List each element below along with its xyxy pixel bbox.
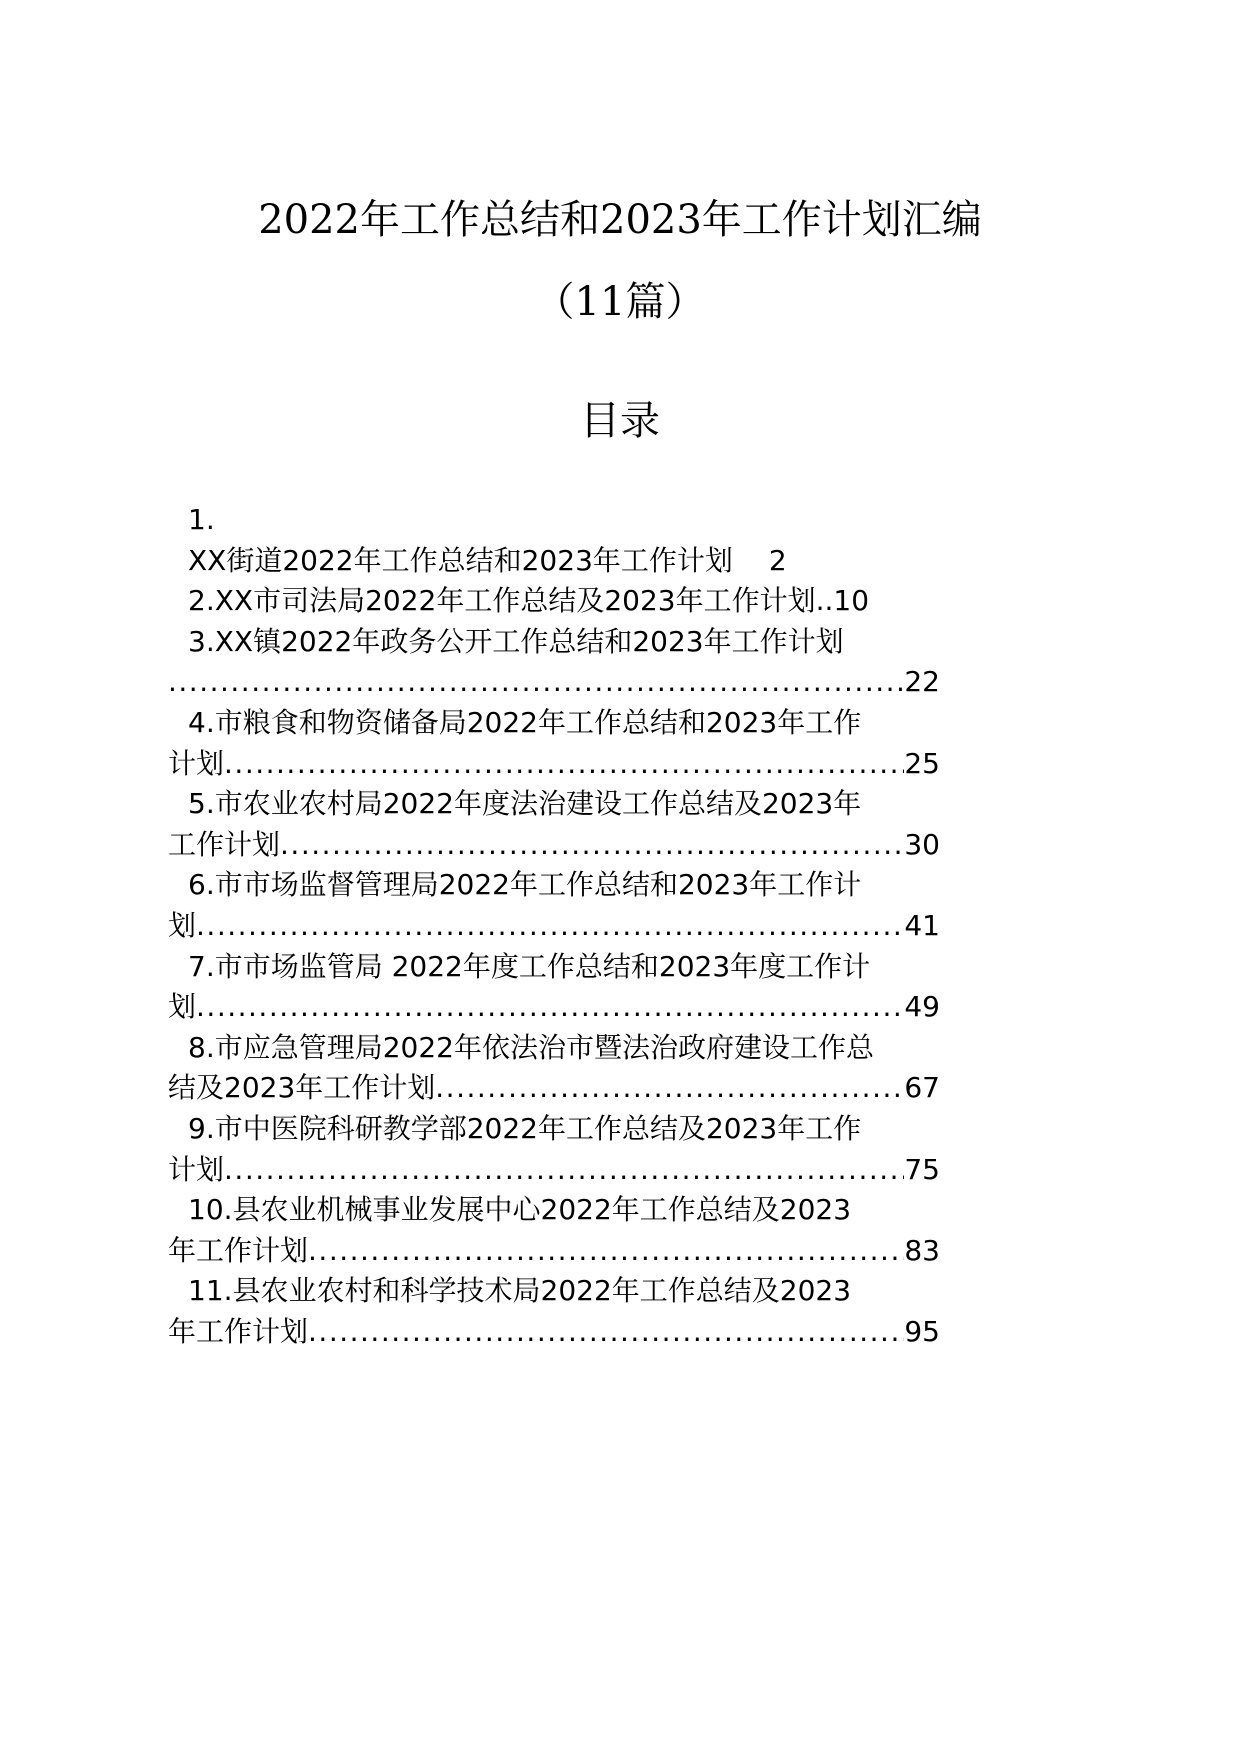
toc-page-number: 10: [833, 584, 870, 618]
toc-entry-line: [168, 947, 940, 988]
toc-entry-title: 2.XX市司法局2022年工作总结及2023年工作计划: [188, 584, 816, 618]
toc-entry-11[interactable]: [168, 1271, 940, 1352]
toc-entry-title: 6.市市场监督管理局2022年工作总结和2023年工作计: [188, 868, 862, 902]
toc-entry-title: 4.市粮食和物资储备局2022年工作总结和2023年工作: [188, 705, 862, 739]
toc-entry-title-cont: 划: [168, 908, 197, 942]
toc-entry-line: [168, 662, 940, 703]
toc-entry-line: [168, 825, 940, 866]
toc-entry-title-cont: 划: [168, 990, 197, 1024]
toc-entry-10[interactable]: [168, 1190, 940, 1271]
toc-entry-2[interactable]: [168, 581, 940, 622]
toc-entry-line: [168, 1231, 940, 1272]
toc-entry-title-cont: 工作计划: [168, 827, 281, 861]
toc-entry-line: [168, 865, 940, 906]
toc-entry-title-cont: 年工作计划: [168, 1233, 309, 1267]
dot-leader: [816, 581, 834, 622]
toc-entry-title-cont: 结及2023年工作计划: [168, 1071, 436, 1105]
toc-entry-line: [168, 581, 940, 622]
toc-entry-7[interactable]: [168, 947, 940, 1028]
toc-entry-title: 7.市市场监管局 2022年度工作总结和2023年度工作计: [188, 949, 871, 983]
toc-page-number: 49: [904, 990, 940, 1024]
toc-entry-6[interactable]: [168, 865, 940, 946]
toc-entry-line: [168, 622, 940, 663]
dot-leader: [435, 1068, 904, 1109]
document-subtitle-count: （11篇）: [534, 279, 706, 325]
dot-leader: [224, 744, 904, 785]
dot-leader: [196, 906, 904, 947]
toc-entry-title: 11.县农业农村和科学技术局2022年工作总结及2023: [188, 1274, 852, 1308]
toc-entry-line: [168, 1271, 940, 1312]
toc-entry-title: 10.县农业机械事业发展中心2022年工作总结及2023: [188, 1193, 852, 1227]
table-of-contents: [168, 500, 940, 1352]
toc-entry-line: [168, 906, 940, 947]
toc-page-number: 75: [904, 1152, 940, 1186]
toc-entry-line: [168, 744, 940, 785]
toc-entry-title: 3.XX镇2022年政务公开工作总结和2023年工作计划: [188, 624, 844, 658]
toc-entry-line: [168, 1312, 940, 1353]
toc-entry-line: [168, 1150, 940, 1191]
dot-leader: [168, 662, 904, 703]
toc-entry-line: [168, 1190, 940, 1231]
toc-entry-line: [168, 1068, 940, 1109]
toc-heading: 目录: [580, 398, 660, 444]
toc-page-number: 95: [904, 1314, 940, 1348]
toc-entry-9[interactable]: [168, 1109, 940, 1190]
toc-entry-line: [168, 541, 940, 582]
toc-entry-line: [168, 1028, 940, 1069]
toc-page-number: 41: [904, 908, 940, 942]
toc-page-number: 25: [904, 746, 940, 780]
toc-entry-line: [168, 1109, 940, 1150]
toc-entry-line: [168, 987, 940, 1028]
toc-page-number: 83: [904, 1233, 940, 1267]
toc-entry-title: 5.市农业农村局2022年度法治建设工作总结及2023年: [188, 787, 862, 821]
toc-entry-title-cont: 计划: [168, 746, 225, 780]
toc-entry-5[interactable]: [168, 784, 940, 865]
toc-page-number: 22: [904, 665, 940, 699]
dot-leader: [224, 1150, 904, 1191]
dot-leader: [196, 987, 904, 1028]
dot-leader: [308, 1312, 904, 1353]
dot-leader: [280, 825, 904, 866]
toc-entry-1[interactable]: [168, 500, 940, 581]
toc-entry-title-cont: 计划: [168, 1152, 225, 1186]
toc-entry-title: XX街道2022年工作总结和2023年工作计划: [188, 543, 733, 577]
toc-entry-3[interactable]: [168, 622, 940, 703]
toc-page-number: 2: [768, 543, 787, 577]
toc-entry-line: [168, 784, 940, 825]
toc-entry-title: 8.市应急管理局2022年依法治市暨法治政府建设工作总: [188, 1030, 874, 1064]
document-title: 2022年工作总结和2023年工作计划汇编: [258, 197, 982, 243]
toc-entry-4[interactable]: [168, 703, 940, 784]
toc-page-number: 30: [904, 827, 940, 861]
toc-entry-line: [168, 500, 940, 541]
toc-entry-title-cont: 年工作计划: [168, 1314, 309, 1348]
dot-leader: [308, 1231, 904, 1272]
toc-entry-line: [168, 703, 940, 744]
toc-page-number: 67: [904, 1071, 940, 1105]
toc-entry-title: 9.市中医院科研教学部2022年工作总结及2023年工作: [188, 1111, 862, 1145]
toc-entry-8[interactable]: [168, 1028, 940, 1109]
toc-entry-number: 1.: [188, 503, 215, 536]
